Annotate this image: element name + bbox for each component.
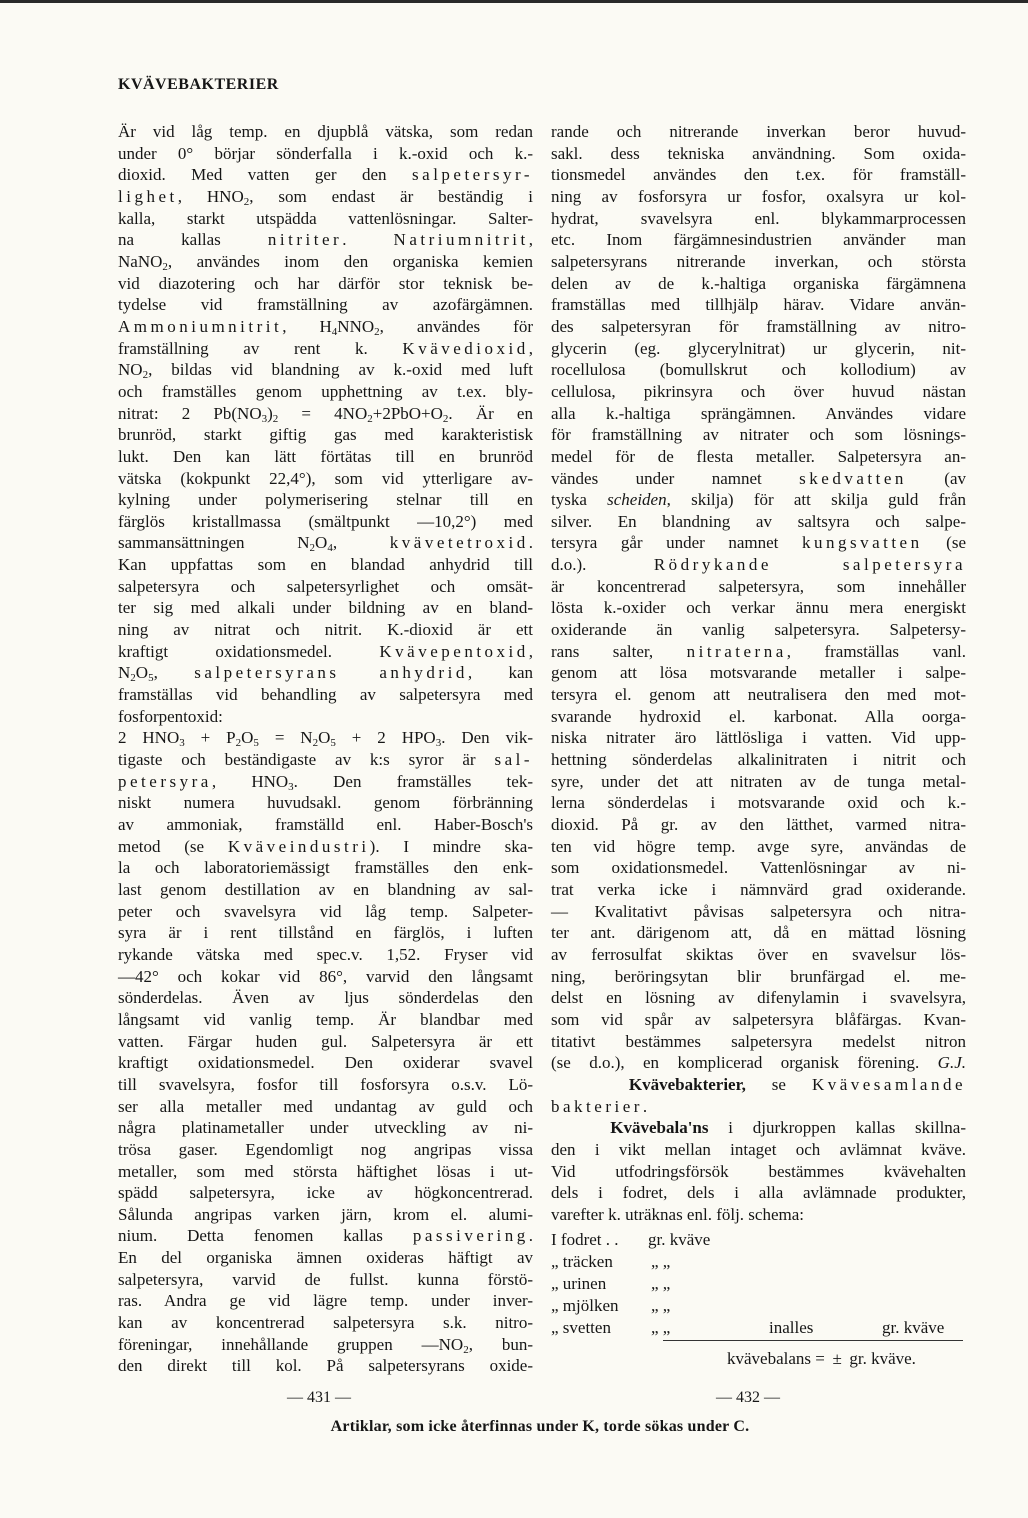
text-line: spädd salpetersyra, icke av högkoncentrerad.	[118, 1183, 533, 1203]
text-line: cellulosa, pikrinsyra och över huvud nästan	[551, 381, 966, 401]
text-line: vändes under namnet skedvatten (av	[551, 468, 966, 488]
text-line: silver. En blandning av saltsyra och salpe-	[551, 511, 966, 531]
text-line: som vid spår av salpetersyra blåfärgas. Kvan-	[551, 1009, 966, 1029]
text-line: trösa gaser. Egendomligt nog angripas vissa	[118, 1139, 533, 1159]
text-line: kylning under polymerisering stelnar till en	[118, 490, 533, 510]
spaced-term: Kvävepentoxid	[379, 641, 529, 661]
spaced-term: Kväveindustri	[227, 836, 370, 856]
text-line: framställas med tillhjälp härav. Vidare använ-	[551, 295, 966, 315]
text-line: kraftigt oxidationsmedel. Kvävepentoxid,	[118, 641, 534, 661]
text-line: ning, beröringsytan blir brunfärgad el. me-	[551, 966, 966, 986]
text-line: rocellulosa (bomullskrut och kollodium) av	[551, 360, 966, 380]
spaced-term: kvävetetroxid	[389, 533, 529, 553]
text-line: ning av nitrat och nitrit. K.-dioxid är ett	[118, 620, 533, 640]
text-line: varefter k. uträknas enl. följ. schema:	[551, 1204, 805, 1224]
text-line: kraftigt oxidationsmedel. Den oxiderar svavel	[118, 1053, 533, 1073]
spaced-term: salpetersyr-	[412, 165, 533, 185]
text-line: last genom destillation av en blandning av sal-	[118, 879, 533, 899]
text-line: tyska scheiden, skilja) för att skilja guld från	[551, 490, 966, 510]
spaced-term: Natriumnitrit	[393, 230, 529, 250]
text-line: —42° och kokar vid 86°, varvid den långsamt	[118, 966, 533, 986]
text-line: peter och svavelsyra vid låg temp. Salpeter-	[118, 901, 533, 921]
text-line: som oxidationsmedel. Vattenlösningar av ni-	[551, 858, 966, 878]
text-line: salpetersyra och salpetersyrlighet och omsät-	[118, 576, 533, 596]
schema-row: „ svetten „ „ inalles gr. kväve	[551, 1318, 945, 1337]
text-line: Ammoniumnitrit, $H_4NNO_2$, användes för	[118, 316, 534, 338]
spaced-term: Ammoniumnitrit	[118, 316, 283, 336]
text-line: 2 $HNO_3 + P_2O_5 = N_2O_5 + 2$ $HPO_3$. Den vik-	[118, 728, 533, 750]
text-line: Kan uppfattas som en blandad anhydrid till	[118, 555, 533, 575]
entry-headword: Kvävebala'ns	[610, 1118, 709, 1138]
spaced-term: nitraterna	[686, 641, 787, 661]
text-line: den direkt till kol. På salpetersyrans oxide-	[118, 1356, 533, 1376]
spaced-term: Kvävedioxid	[402, 338, 529, 358]
text-line: den i vikt mellan intaget och avlämnat kväve.	[551, 1139, 966, 1159]
spaced-term: sal-	[494, 750, 533, 770]
text-line: svarande hydroxid el. karbonat. Alla oorga-	[551, 706, 966, 726]
footer-note: Artiklar, som icke återfinnas under K, torde sökas under C.	[330, 1418, 750, 1435]
text-line: alla k.-haltiga sprängämnen. Användes vidare	[551, 403, 966, 423]
text-line: Kvävebakterier, se Kvävesamlande	[628, 1074, 967, 1094]
text-line: kan av koncentrerad salpetersyra s.k. nitro-	[118, 1313, 533, 1333]
spaced-term: Kvävesamlande	[811, 1074, 967, 1094]
text-line: nitrat: 2 $Pb(NO_3)_2 = 4NO_2+2PbO+O_2$. Är en	[118, 403, 533, 425]
text-line: En del organiska ämnen oxideras häftigt av	[118, 1248, 533, 1268]
total-label: inalles	[769, 1318, 814, 1337]
page-header: KVÄVEBAKTERIER	[118, 76, 279, 93]
text-line: niskt numera huvudsakl. genom förbränning	[118, 793, 533, 813]
right-column	[551, 121, 966, 1225]
text-line: glycerin (eg. glycerylnitrat) ur glycerin, nit-	[551, 338, 966, 358]
text-line: $N_2O_5$, salpetersyrans anhydrid, kan	[118, 663, 534, 685]
spaced-term: salpetersyrans anhydrid	[194, 663, 468, 683]
text-line: d.o.). Rödrykande salpetersyra	[551, 555, 966, 575]
text-line: av ferrosulfat skiktas över en svavelsur lös-	[551, 944, 966, 964]
spaced-term: passivering	[412, 1226, 529, 1246]
text-line: la och laboratoriemässigt framställes den enk-	[118, 858, 533, 878]
text-line: hettning sönderdelas alkalinitraten i nitrit och	[551, 750, 966, 770]
text-line: medel för de flesta metaller. Salpetersyra an-	[551, 446, 966, 466]
left-column	[118, 121, 533, 1377]
text-line: $NO_2$, bildas vid blandning av k.-oxid med luft	[118, 360, 533, 382]
italic-term: scheiden	[607, 490, 667, 510]
text-line: — Kvalitativt påvisas salpetersyra och nitra-	[551, 901, 966, 921]
text-line: syre, under det att nitraten av de tunga metal-	[551, 771, 966, 791]
text-line: ser alla metaller med undantag av guld och	[118, 1096, 533, 1116]
text-line: ras. Andra ge vid lägre temp. under inver-	[118, 1291, 533, 1311]
text-line: kalla, starkt utspädda vattenlösningar. Salter-	[118, 208, 533, 228]
text-line: ter sig med alkali under bildning av en bland-	[118, 598, 533, 618]
text-line: delen av de k.-haltiga organiska färgämnena	[551, 273, 966, 293]
text-line: (se d.o.), en komplicerad organisk förening. G.J.	[551, 1053, 966, 1073]
text-line: delst en lösning av difenylamin i svavelsyra,	[551, 988, 966, 1008]
text-line: några platinametaller under utveckling av ni-	[118, 1118, 533, 1138]
text-line: sakl. dess tekniska användning. Som oxida-	[551, 143, 966, 163]
text-line: syra är i rent tillstånd en färglös, i luften	[118, 923, 533, 943]
page-number-left: — 431 —	[287, 1389, 351, 1406]
text-line: des salpetersyran för framställning av nitro-	[551, 316, 966, 336]
text-line: lighet, $HNO_2$, som endast är beständig i	[118, 186, 533, 208]
text-line: rande och nitrerande inverkan beror huvud-	[551, 122, 966, 141]
text-line: tydelse vid framställning av azofärgämnen.	[118, 295, 533, 315]
spaced-term: bakterier	[551, 1096, 643, 1116]
text-line: Vid utfodringsförsök bestämmes kvävehalten	[551, 1161, 966, 1181]
text-line: trat verka icke i nämnvärd grad oxiderande.	[551, 879, 966, 899]
text-line: tersyra går under namnet kungsvatten (se	[551, 533, 966, 553]
text-line: framställning av rent k. Kvävedioxid,	[118, 338, 533, 358]
spaced-term: lighet	[118, 186, 178, 206]
text-line: rykande vätska med spec.v. 1,52. Fryser vid	[118, 944, 533, 964]
text-line: metaller, som med största häftighet lösas i ut-	[118, 1161, 533, 1181]
text-line: föreningar, innehållande gruppen $—NO_2$, bun-	[118, 1334, 533, 1356]
top-rule	[0, 0, 1028, 3]
text-line: vatten. Färgar huden gul. Salpetersyra är ett	[118, 1031, 533, 1051]
text-line: tigaste och beständigaste av k:s syror är sal-	[118, 750, 533, 770]
text-line: dioxid. På gr. av den lätthet, varmed nitra-	[551, 815, 966, 834]
text-line: Kvävebala'ns i djurkroppen kallas skillna-	[610, 1118, 967, 1138]
text-line: niska nitrater äro lättlösliga i vatten. Vid upp-	[551, 728, 966, 748]
text-line: av ammoniak, framställd enl. Haber-Bosch's	[118, 815, 533, 834]
sum-rule	[663, 1340, 963, 1341]
text-line: sönderdelas. Även av ljus sönderdelas den	[118, 988, 533, 1008]
text-line: sammansättningen $N_2O_4$, kvävetetroxid.	[118, 533, 533, 555]
text-line: tersyra el. genom att neutralisera den med mot-	[551, 685, 966, 705]
text-line: ning av fosforsyra ur fosfor, oxalsyra ur kol-	[551, 186, 966, 206]
text-line: hydrat, svavelsyra enl. blykammarprocessen	[551, 208, 966, 228]
balance-line: kvävebalans = ± gr. kväve.	[727, 1349, 916, 1368]
total-unit: gr. kväve	[882, 1318, 945, 1337]
text-line: lösta k.-oxider och verkar ännu mera energiskt	[551, 598, 966, 618]
text-line: lukt. Den kan lätt förtätas till en brunröd	[118, 446, 533, 466]
text-line: till svavelsyra, fosfor till fosforsyra o.s.v. Lö-	[118, 1074, 533, 1094]
text-line: titativt bestämmes salpetersyra medelst nitron	[551, 1031, 966, 1051]
text-line: tionsmedel användes den t.ex. för framställ-	[551, 165, 966, 185]
text-line: ter ant. därigenom att, då en mättad lösning	[551, 923, 966, 943]
text-line: salpetersyra, varvid de fullst. kunna förstö-	[118, 1269, 533, 1289]
text-line: dels i fodret, dels i alla avlämnade produkter,	[551, 1183, 966, 1203]
text-line: etc. Inom färgämnesindustrien använder man	[551, 230, 966, 250]
spaced-term: skedvatten	[799, 468, 907, 488]
plus-minus-sign: ±	[832, 1349, 842, 1368]
spaced-term: Rödrykande salpetersyra	[653, 555, 966, 575]
text-line: rans salter, nitraterna, framställas vanl.	[551, 641, 966, 661]
text-line: metod (se Kväveindustri). I mindre ska-	[118, 836, 533, 856]
text-line: färglös kristallmassa (smältpunkt —10,2°) med	[118, 511, 533, 531]
text-line: salpetersyrans nitrerande inverkan, och största	[551, 251, 966, 271]
text-line: Är vid låg temp. en djupblå vätska, som redan	[118, 122, 533, 141]
text-line: NaNO$_2$, användes inom den organiska kemien	[118, 251, 533, 273]
page-number-right: — 432 —	[716, 1389, 780, 1406]
text-line: dioxid. Med vatten ger den salpetersyr-	[118, 165, 533, 185]
text-line: för framställning av nitrater och som lösnings-	[551, 425, 966, 445]
text-line: vid diazotering och har därför stor teknisk be-	[118, 273, 533, 293]
text-line: na kallas nitriter. Natriumnitrit,	[118, 230, 534, 250]
text-line: långsamt vid vanlig temp. Är blandbar med	[118, 1009, 533, 1029]
text-line: och framställes genom upphettning av t.ex. bly-	[118, 381, 533, 401]
text-line: under 0° börjar sönderfalla i k.-oxid och k.-	[118, 143, 533, 163]
spaced-term: nitriter	[267, 230, 343, 250]
text-line: bakterier.	[551, 1096, 648, 1116]
text-line: petersyra, $HNO_3$. Den framställes tek-	[118, 771, 533, 793]
text-line: oxiderande än vanlig salpetersyra. Salpetersy-	[551, 620, 966, 640]
text-line: brunröd, starkt giftig gas med karakteristisk	[118, 425, 533, 445]
text-line: fosforpentoxid:	[118, 706, 223, 726]
spaced-term: kungsvatten	[801, 533, 923, 553]
text-line: vätska (kokpunkt 22,4°), som vid ytterligare av-	[118, 468, 533, 488]
text-line: framställas vid behandling av salpetersyra med	[118, 685, 533, 705]
text-line: genom att lösa motsvarande metaller i salpe-	[551, 663, 966, 683]
author-initials: G.J.	[937, 1053, 966, 1073]
text-line: lerna sönderdelas i motsvarande oxid och k.-	[551, 793, 966, 813]
text-line: ten vid högre temp. avge syre, användas de	[551, 836, 966, 856]
text-line: Sålunda angripas varken järn, krom el. alumi-	[118, 1204, 533, 1224]
text-line: är koncentrerad salpetersyra, som innehåller	[551, 576, 966, 596]
spaced-term: petersyra	[118, 771, 212, 791]
text-line: nium. Detta fenomen kallas passivering.	[118, 1226, 534, 1246]
entry-headword: Kvävebakterier,	[628, 1074, 746, 1094]
